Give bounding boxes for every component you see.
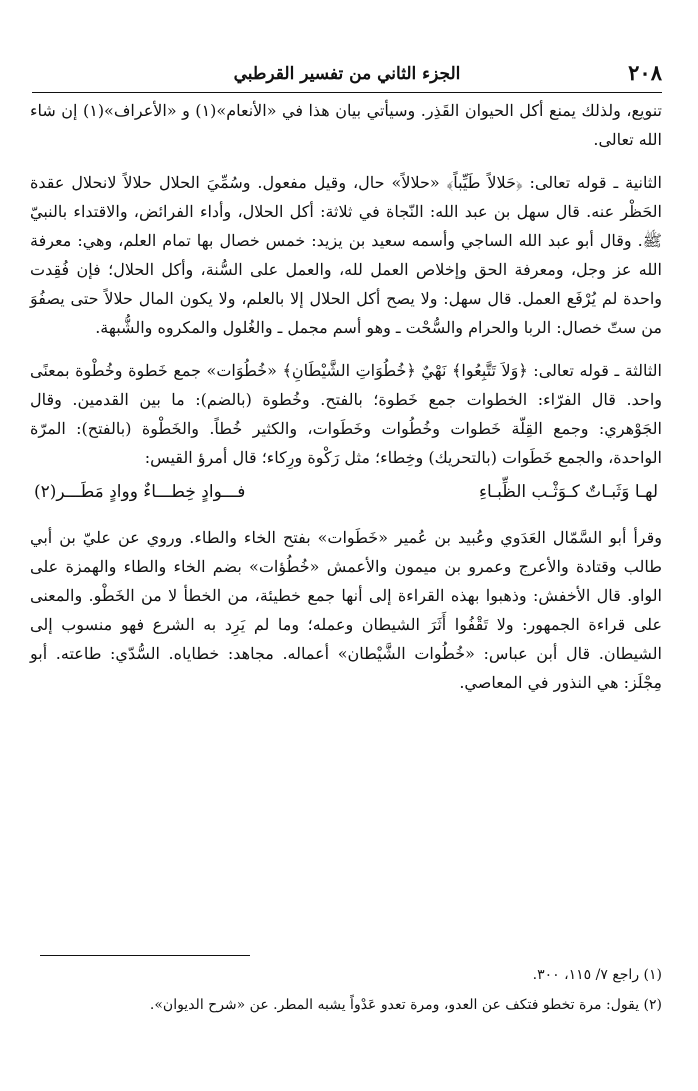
poetry-verse bbox=[34, 478, 658, 507]
footnotes bbox=[30, 962, 662, 1022]
paragraph-second-issue: الثانية ـ قوله تعالى: ﴿حَلالاً طَيِّباً﴾ «حلالاً» حال، وقيل مفعول. وسُمِّيَ الحلال حلالاً لانحلال عقدة الحَظْر عنه. قال سهل بن عبد الله: النّجاة في ثلاثة: أكل الحلال، وأداء الفرائض، والاقتداء بالنبيّ ﷺ. وقال أبو عبد الله الساجي وأسمه سعيد بن يزيد: خمس خصال بها تمام العلم، وهي: معرفة الله عز وجل، ومعرفة الحق وإخلاص العمل لله، والعمل على السُّنة، وأكل الحلال؛ فإن فُقِدت واحدة لم يُرْفَع العمل. قال سهل: ولا يصح أكل الحلال إلا بالعلم، ولا يكون المال حلالاً حتى يصفُوَ من ستّ خصال: الربا والحرام والسُّحْت ـ وهو أسم مجمل ـ والغُلول والمكروه والشُّبهة. bbox=[30, 173, 663, 337]
page-header bbox=[32, 58, 662, 93]
paragraph-third-issue: الثالثة ـ قوله تعالى: ﴿وَلاَ تَتَّبِعُوا﴾ نَهْيٌ ﴿خُطُوَاتِ الشَّيْطَانِ﴾ «خُطُوَات» جمع خَطوة وخُطْوة بمعنًى واحد. قال الفرّاء: الخطوات جمع خَطوة؛ بالفتح. وخُطوة (بالضم): ما بين القدمين. وقال الجَوْهري: وجمع القِلّة خَطوات وخُطُوات وخَطَوات، والكثير خُطاً. والخَطْوة (بالفتح): المرّة الواحدة، والجمع خَطَوات (بالتحريك) وخِطاء؛ مثل رَكْوة ورِكاء؛ قال أمرؤ القيس: bbox=[30, 361, 662, 467]
running-title: الجزء الثاني من تفسير القرطبي bbox=[233, 64, 461, 84]
page-number: ٢٠٨ bbox=[628, 60, 662, 85]
verse-second-hemistich: فـــوادٍ خِطـــاءٌ ووادٍ مَطَـــر(٢) bbox=[34, 482, 246, 502]
paragraph-intro: تنويع، ولذلك يمنع أكل الحيوان القَذِر. وسيأتي بيان هذا في «الأنعام»(١) و «الأعراف»(١) إن شاء الله تعالى. bbox=[30, 101, 663, 149]
footnote-divider bbox=[40, 955, 250, 956]
paragraph-readings: وقرأ أبو السَّمّال العَدَوي وعُبيد بن عُمير «خَطَوات» بفتح الخاء والطاء. وروي عن عليّ بن أبي طالب وقتادة والأعرج وعمرو بن ميمون والأعمش «خُطُؤات» بضم الخاء والطاء والهمزة على الواو. قال الأخفش: وذهبوا بهذه القراءة إلى أنها جمع خطيئة، من الخطأ لا من الخَطْو. والمعنى على قراءة الجمهور: ولا تَقْفُوا أَثَرَ الشيطان وعمله؛ وما لم يَرِد به الشرع فهو منسوب إلى الشيطان. قال أبن عباس: «خُطُوات الشَّيْطان» أعماله. مجاهد: خطاياه. السُّدّي: طاعته. أبو مِجْلَز: هي النذور في المعاصي. bbox=[30, 528, 663, 692]
main-text bbox=[30, 96, 662, 711]
verse-first-hemistich: لهـا وَثَبـاتٌ كـوَثْـب الظِّبـاءِ bbox=[478, 482, 658, 502]
footnote-2: (٢) يقول: مرة تخطو فتكف عن العدو، ومرة تعدو عَدْواً يشبه المطر. عن «شرح الديوان». bbox=[149, 997, 662, 1013]
footnote-1: (١) راجع ٧/ ١١٥، ٣٠٠. bbox=[532, 967, 662, 983]
